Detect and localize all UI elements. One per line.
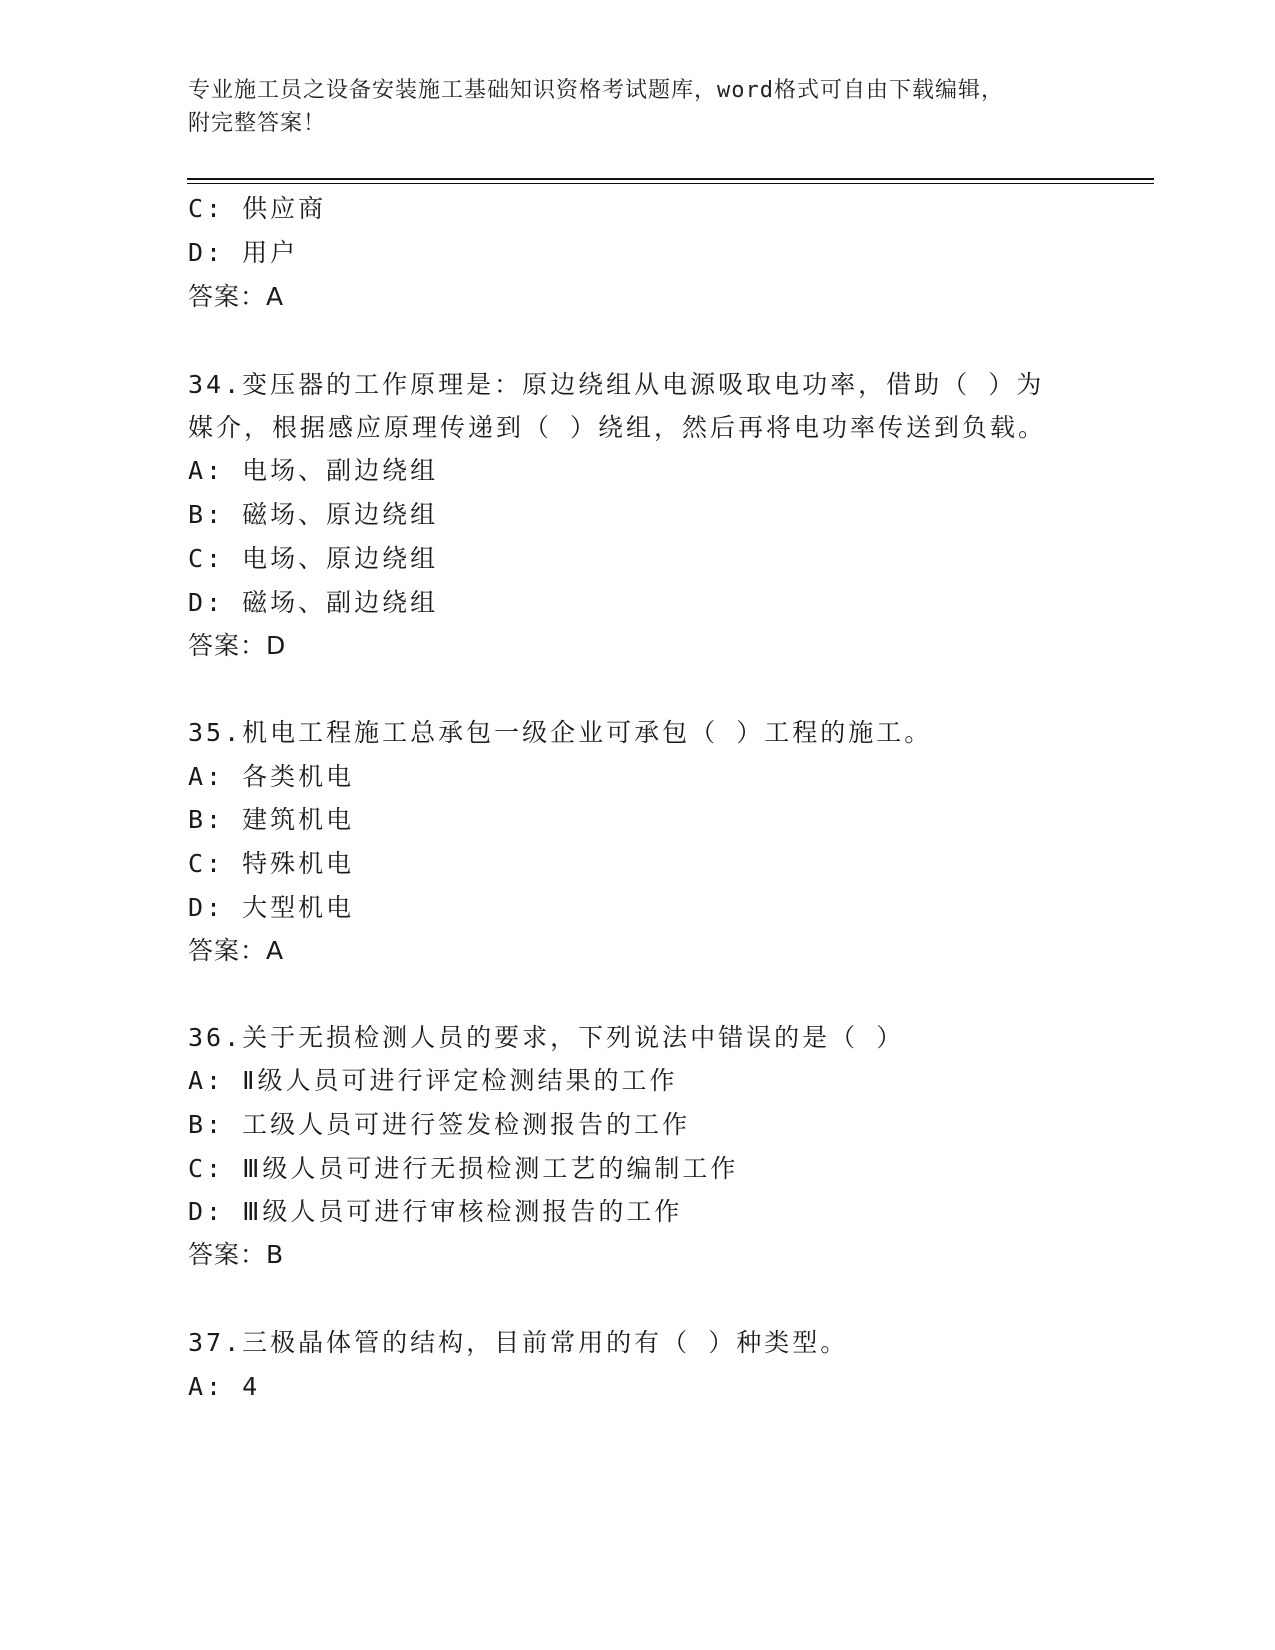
header-divider-thick: [187, 178, 1154, 180]
q35-option-b: B: 建筑机电: [188, 805, 355, 834]
q34-option-c: C: 电场、原边绕组: [188, 544, 439, 573]
q37-option-a: A: 4: [188, 1372, 261, 1401]
q34-option-a: A: 电场、副边绕组: [188, 456, 439, 485]
q34-option-b: B: 磁场、原边绕组: [188, 500, 439, 529]
q35-option-d: D: 大型机电: [188, 893, 355, 922]
q35-stem: 35.机电工程施工总承包一级企业可承包（ ）工程的施工。: [188, 718, 933, 747]
q33-answer: 答案：A: [188, 282, 285, 311]
q37-stem: 37.三极晶体管的结构，目前常用的有（ ）种类型。: [188, 1328, 849, 1357]
q36-stem: 36.关于无损检测人员的要求，下列说法中错误的是（ ）: [188, 1023, 905, 1052]
q36-option-a: A: Ⅱ级人员可进行评定检测结果的工作: [188, 1066, 678, 1095]
q36-option-b: B: 工级人员可进行签发检测报告的工作: [188, 1110, 691, 1139]
q36-option-c: C: Ⅲ级人员可进行无损检测工艺的编制工作: [188, 1154, 739, 1183]
q33-option-d: D: 用户: [188, 238, 299, 267]
q34-option-d: D: 磁场、副边绕组: [188, 588, 439, 617]
q33-option-c: C: 供应商: [188, 194, 327, 223]
q36-option-d: D: Ⅲ级人员可进行审核检测报告的工作: [188, 1197, 683, 1226]
header-line-2: 附完整答案！: [188, 111, 327, 136]
header-line-1: 专业施工员之设备安装施工基础知识资格考试题库，word格式可自由下载编辑，: [188, 78, 1004, 103]
document-header: [188, 74, 1088, 140]
q36-answer: 答案：B: [188, 1240, 285, 1269]
q35-option-c: C: 特殊机电: [188, 849, 355, 878]
q34-stem-line-2: 媒介，根据感应原理传递到（ ）绕组，然后再将电功率传送到负载。: [188, 413, 1047, 442]
q35-option-a: A: 各类机电: [188, 762, 355, 791]
q35-answer: 答案：A: [188, 936, 285, 965]
header-divider-thin: [187, 183, 1154, 184]
q34-stem-line-1: 34.变压器的工作原理是：原边绕组从电源吸取电功率，借助（ ）为: [188, 370, 1045, 399]
q34-answer: 答案：D: [188, 631, 287, 660]
